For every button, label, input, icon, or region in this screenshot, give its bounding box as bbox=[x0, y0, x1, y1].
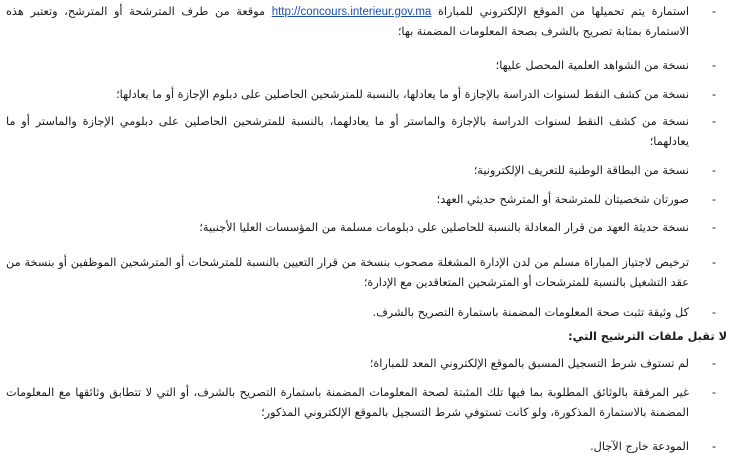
list-item-authorization: ترخيص لاجتياز المباراة مسلم من لدن الإدارة المشغلة مصحوب بنسخة من قرار التعيين بالنسبة للمترشحات أو المترشحين الموظفين أو بنسخة من عقد التشغيل بالنسبة للمترشحات أو المترشحين المتعاقدين مع الإدارة؛ bbox=[6, 256, 689, 289]
list-bullet: - bbox=[711, 386, 717, 399]
list-bullet: - bbox=[711, 256, 717, 269]
contest-website-link[interactable]: http://concours.interieur.gov.ma bbox=[271, 6, 432, 18]
list-bullet: - bbox=[711, 59, 717, 72]
list-bullet: - bbox=[711, 357, 717, 370]
list-item-no-registration: لم تستوف شرط التسجيل المسبق بالموقع الإلكتروني المعد للمباراة؛ bbox=[369, 357, 689, 370]
list-bullet: - bbox=[711, 115, 717, 128]
list-item-missing-documents: غير المرفقة بالوثائق المطلوبة بما فيها تلك المثبتة لصحة المعلومات المضمنة باستمارة التصريح بالشرف، أو التي لا تتطابق وثائقها مع المعلومات المضمنة بالاستمارة المذكورة، ولو كانت تستوفي شرط التسجيل بالموقع الإلكتروني المذكور؛ bbox=[6, 386, 689, 419]
list-bullet: - bbox=[711, 164, 717, 177]
list-item-photos: صورتان شخصيتان للمترشحة أو المترشح حديثي العهد؛ bbox=[436, 193, 689, 206]
list-item-form bbox=[6, 2, 689, 42]
list-item-diplomas: نسخة من الشواهد العلمية المحصل عليها؛ bbox=[495, 59, 689, 72]
list-item-proof-document: كل وثيقة تثبت صحة المعلومات المضمنة باستمارة التصريح بالشرف. bbox=[372, 306, 689, 319]
list-bullet: - bbox=[711, 221, 717, 234]
list-bullet: - bbox=[711, 440, 717, 453]
form-item-text-before-link: استمارة يتم تحميلها من الموقع الإلكتروني للمباراة bbox=[437, 5, 689, 18]
list-bullet: - bbox=[711, 88, 717, 101]
list-bullet: - bbox=[711, 193, 717, 206]
list-bullet: - bbox=[711, 5, 717, 18]
list-item-late-submission: المودعة خارج الآجال. bbox=[590, 440, 689, 453]
list-item-license-transcripts: نسخة من كشف النقط لسنوات الدراسة بالإجازة أو ما يعادلها، بالنسبة للمترشحين الحاصلين على دبلوم الإجازة أو ما يعادلها؛ bbox=[116, 88, 689, 101]
form-item-text-after-link: موقعة من طرف المترشحة أو المترشح، وتعتبر هذه الاستمارة بمثابة تصريح بالشرف بصحة المعلومات المضمنة بها؛ bbox=[6, 5, 689, 38]
rejected-applications-heading: لا تقبل ملفات الترشيح التي: bbox=[568, 330, 727, 343]
list-item-national-id: نسخة من البطاقة الوطنية للتعريف الإلكترونية؛ bbox=[473, 164, 689, 177]
list-bullet: - bbox=[711, 306, 717, 319]
list-item-equivalence: نسخة حديثة العهد من قرار المعادلة بالنسبة للحاصلين على دبلومات مسلمة من المؤسسات العليا الأجنبية؛ bbox=[199, 221, 689, 234]
list-item-master-transcripts: نسخة من كشف النقط لسنوات الدراسة بالإجازة والماستر أو ما يعادلهما، بالنسبة للمترشحين الحاصلين على دبلومي الإجازة والماستر أو ما يعادلهما؛ bbox=[6, 115, 689, 148]
